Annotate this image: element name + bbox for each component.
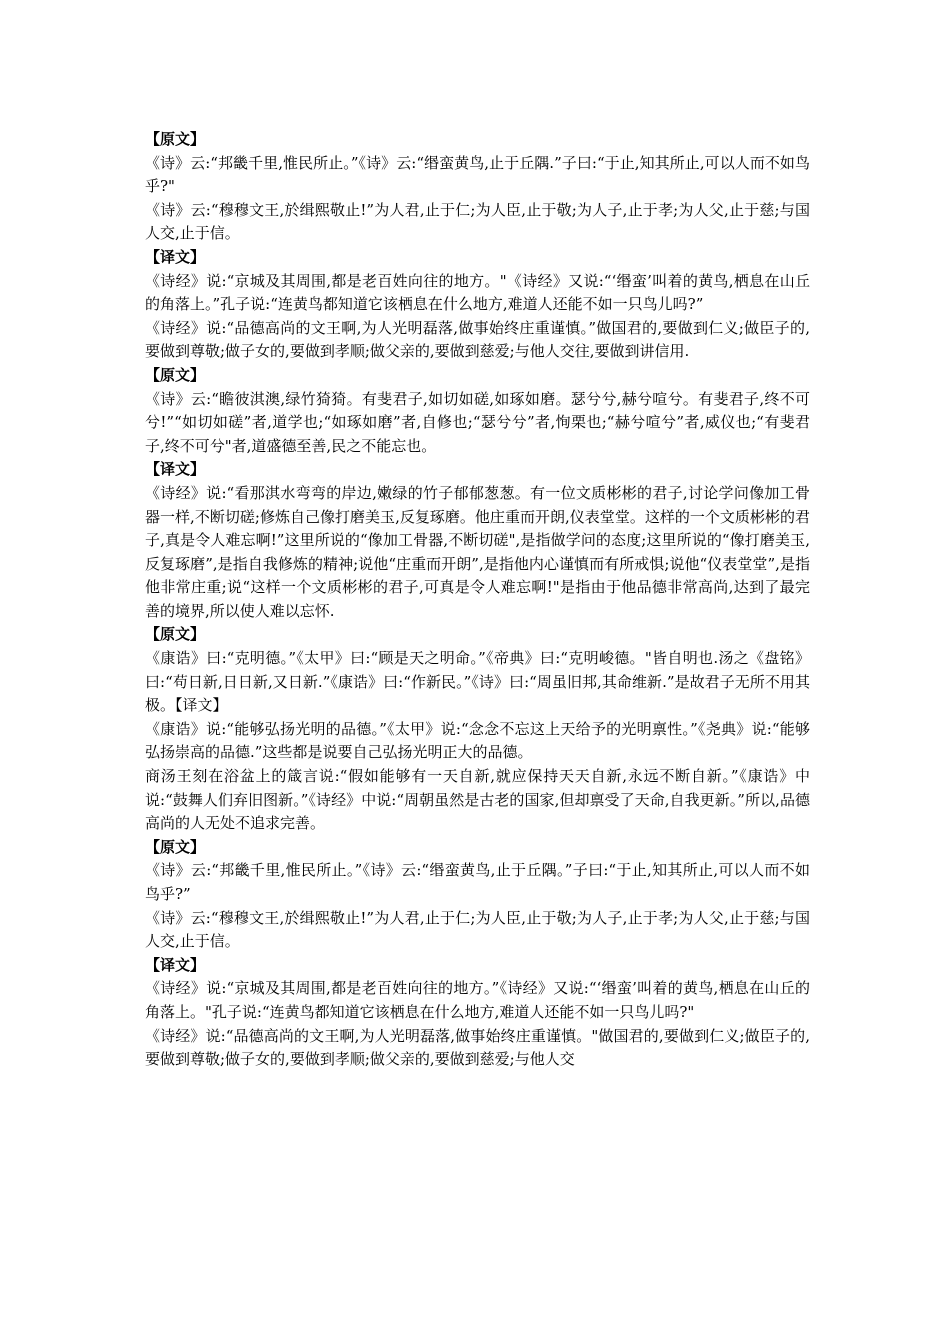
paragraph: 《诗经》说:“品德高尚的文王啊,为人光明磊落,做事始终庄重谨慎。"做国君的,要做到仁义;做臣子的,要做到尊敬;做子女的,要做到孝顺;做父亲的,要做到慈爱;与他人交 (145, 1026, 810, 1069)
paragraph: 《诗经》说:“品德高尚的文王啊,为人光明磊落,做事始终庄重谨慎。”做国君的,要做到仁义;做臣子的,要做到尊敬;做子女的,要做到孝顺;做父亲的,要做到慈爱;与他人交往,要做到讲信用. (145, 318, 810, 361)
paragraph: 《诗经》说:“京城及其周围,都是老百姓向往的地方。"《诗经》又说:“‘缗蛮’叫着的黄鸟,栖息在山丘的角落上。”孔子说:“连黄鸟都知道它该栖息在什么地方,难道人还能不如一只鸟儿吗?” (145, 271, 810, 314)
document-page (145, 128, 810, 1072)
section-heading: 【译文】 (145, 955, 206, 974)
paragraph: 商汤王刻在浴盆上的箴言说:“假如能够有一天自新,就应保持天天自新,永远不断自新。”《康诰》中说:“鼓舞人们弃旧图新。”《诗经》中说:“周朝虽然是古老的国家,但却禀受了天命,自我更新。”所以,品德高尚的人无处不追求完善。 (145, 767, 810, 833)
section-heading: 【译文】 (145, 460, 206, 479)
paragraph: 《诗经》说:“京城及其周围,都是老百姓向往的地方。”《诗经》又说:“‘缗蛮’叫着的黄鸟,栖息在山丘的角落上。"孔子说:“连黄鸟都知道它该栖息在什么地方,难道人还能不如一只鸟儿吗?" (145, 979, 810, 1021)
paragraph: 《康诰》曰:“克明德。”《太甲》曰:“顾是天之明命。”《帝典》曰:“克明峻德。"皆自明也.汤之《盘铭》曰:“苟日新,日日新,又日新.”《康诰》曰:“作新民。”《诗》曰:“周虽旧邦,其命维新.”是故君子无所不用其极。【译文】 (145, 649, 810, 715)
section-heading: 【原文】 (145, 130, 206, 148)
paragraph: 《诗》云:“邦畿千里,惟民所止。”《诗》云:“缗蛮黄鸟,止于丘隅。”子曰:“于止,知其所止,可以人而不如鸟乎?” (145, 861, 810, 903)
section-heading: 【译文】 (145, 247, 206, 266)
section-heading: 【原文】 (145, 837, 206, 856)
paragraph: 《诗经》说:“看那淇水弯弯的岸边,嫩绿的竹子郁郁葱葱。有一位文质彬彬的君子,讨论学问像加工骨器一样,不断切磋;修炼自己像打磨美玉,反复琢磨。他庄重而开朗,仪表堂堂。这样的一个文质彬彬的君子,真是令人难忘啊!”这里所说的“像加工骨器,不断切磋",是指做学问的态度;这里所说的“像打磨美玉,反复琢磨”,是指自我修炼的精神;说他“庄重而开朗”,是指他内心谨慎而有所戒惧;说他“仪表堂堂”,是指他非常庄重;说“这样一个文质彬彬的君子,可真是令人难忘啊!"是指由于他品德非常高尚,达到了最完善的境界,所以使人难以忘怀. (145, 483, 810, 620)
section-heading: 【原文】 (145, 365, 206, 384)
paragraph: 《诗》云:“穆穆文王,於缉熙敬止!”为人君,止于仁;为人臣,止于敬;为人子,止于孝;为人父,止于慈;与国人交,止于信。 (145, 908, 810, 951)
paragraph: 《诗》云:“瞻彼淇澳,绿竹猗猗。有斐君子,如切如磋,如琢如磨。瑟兮兮,赫兮喧兮。有斐君子,终不可兮!”“如切如磋”者,道学也;“如琢如磨”者,自修也;“瑟兮兮”者,恂栗也;“赫兮喧兮”者,威仪也;“有斐君子,终不可兮"者,道盛德至善,民之不能忘也。 (145, 389, 810, 455)
section-heading: 【原文】 (145, 625, 206, 644)
paragraph: 《康诰》说:“能够弘扬光明的品德。”《太甲》说:“念念不忘这上天给予的光明禀性。”《尧典》说:“能够弘扬崇高的品德.”这些都是说要自己弘扬光明正大的品德。 (145, 719, 810, 762)
paragraph: 《诗》云:“邦畿千里,惟民所止。”《诗》云:“缗蛮黄鸟,止于丘隅.”子曰:“于止,知其所止,可以人而不如鸟乎?" (145, 153, 810, 196)
paragraph: 《诗》云:“穆穆文王,於缉熙敬止!”为人君,止于仁;为人臣,止于敬;为人子,止于孝;为人父,止于慈;与国人交,止于信。 (145, 200, 810, 243)
